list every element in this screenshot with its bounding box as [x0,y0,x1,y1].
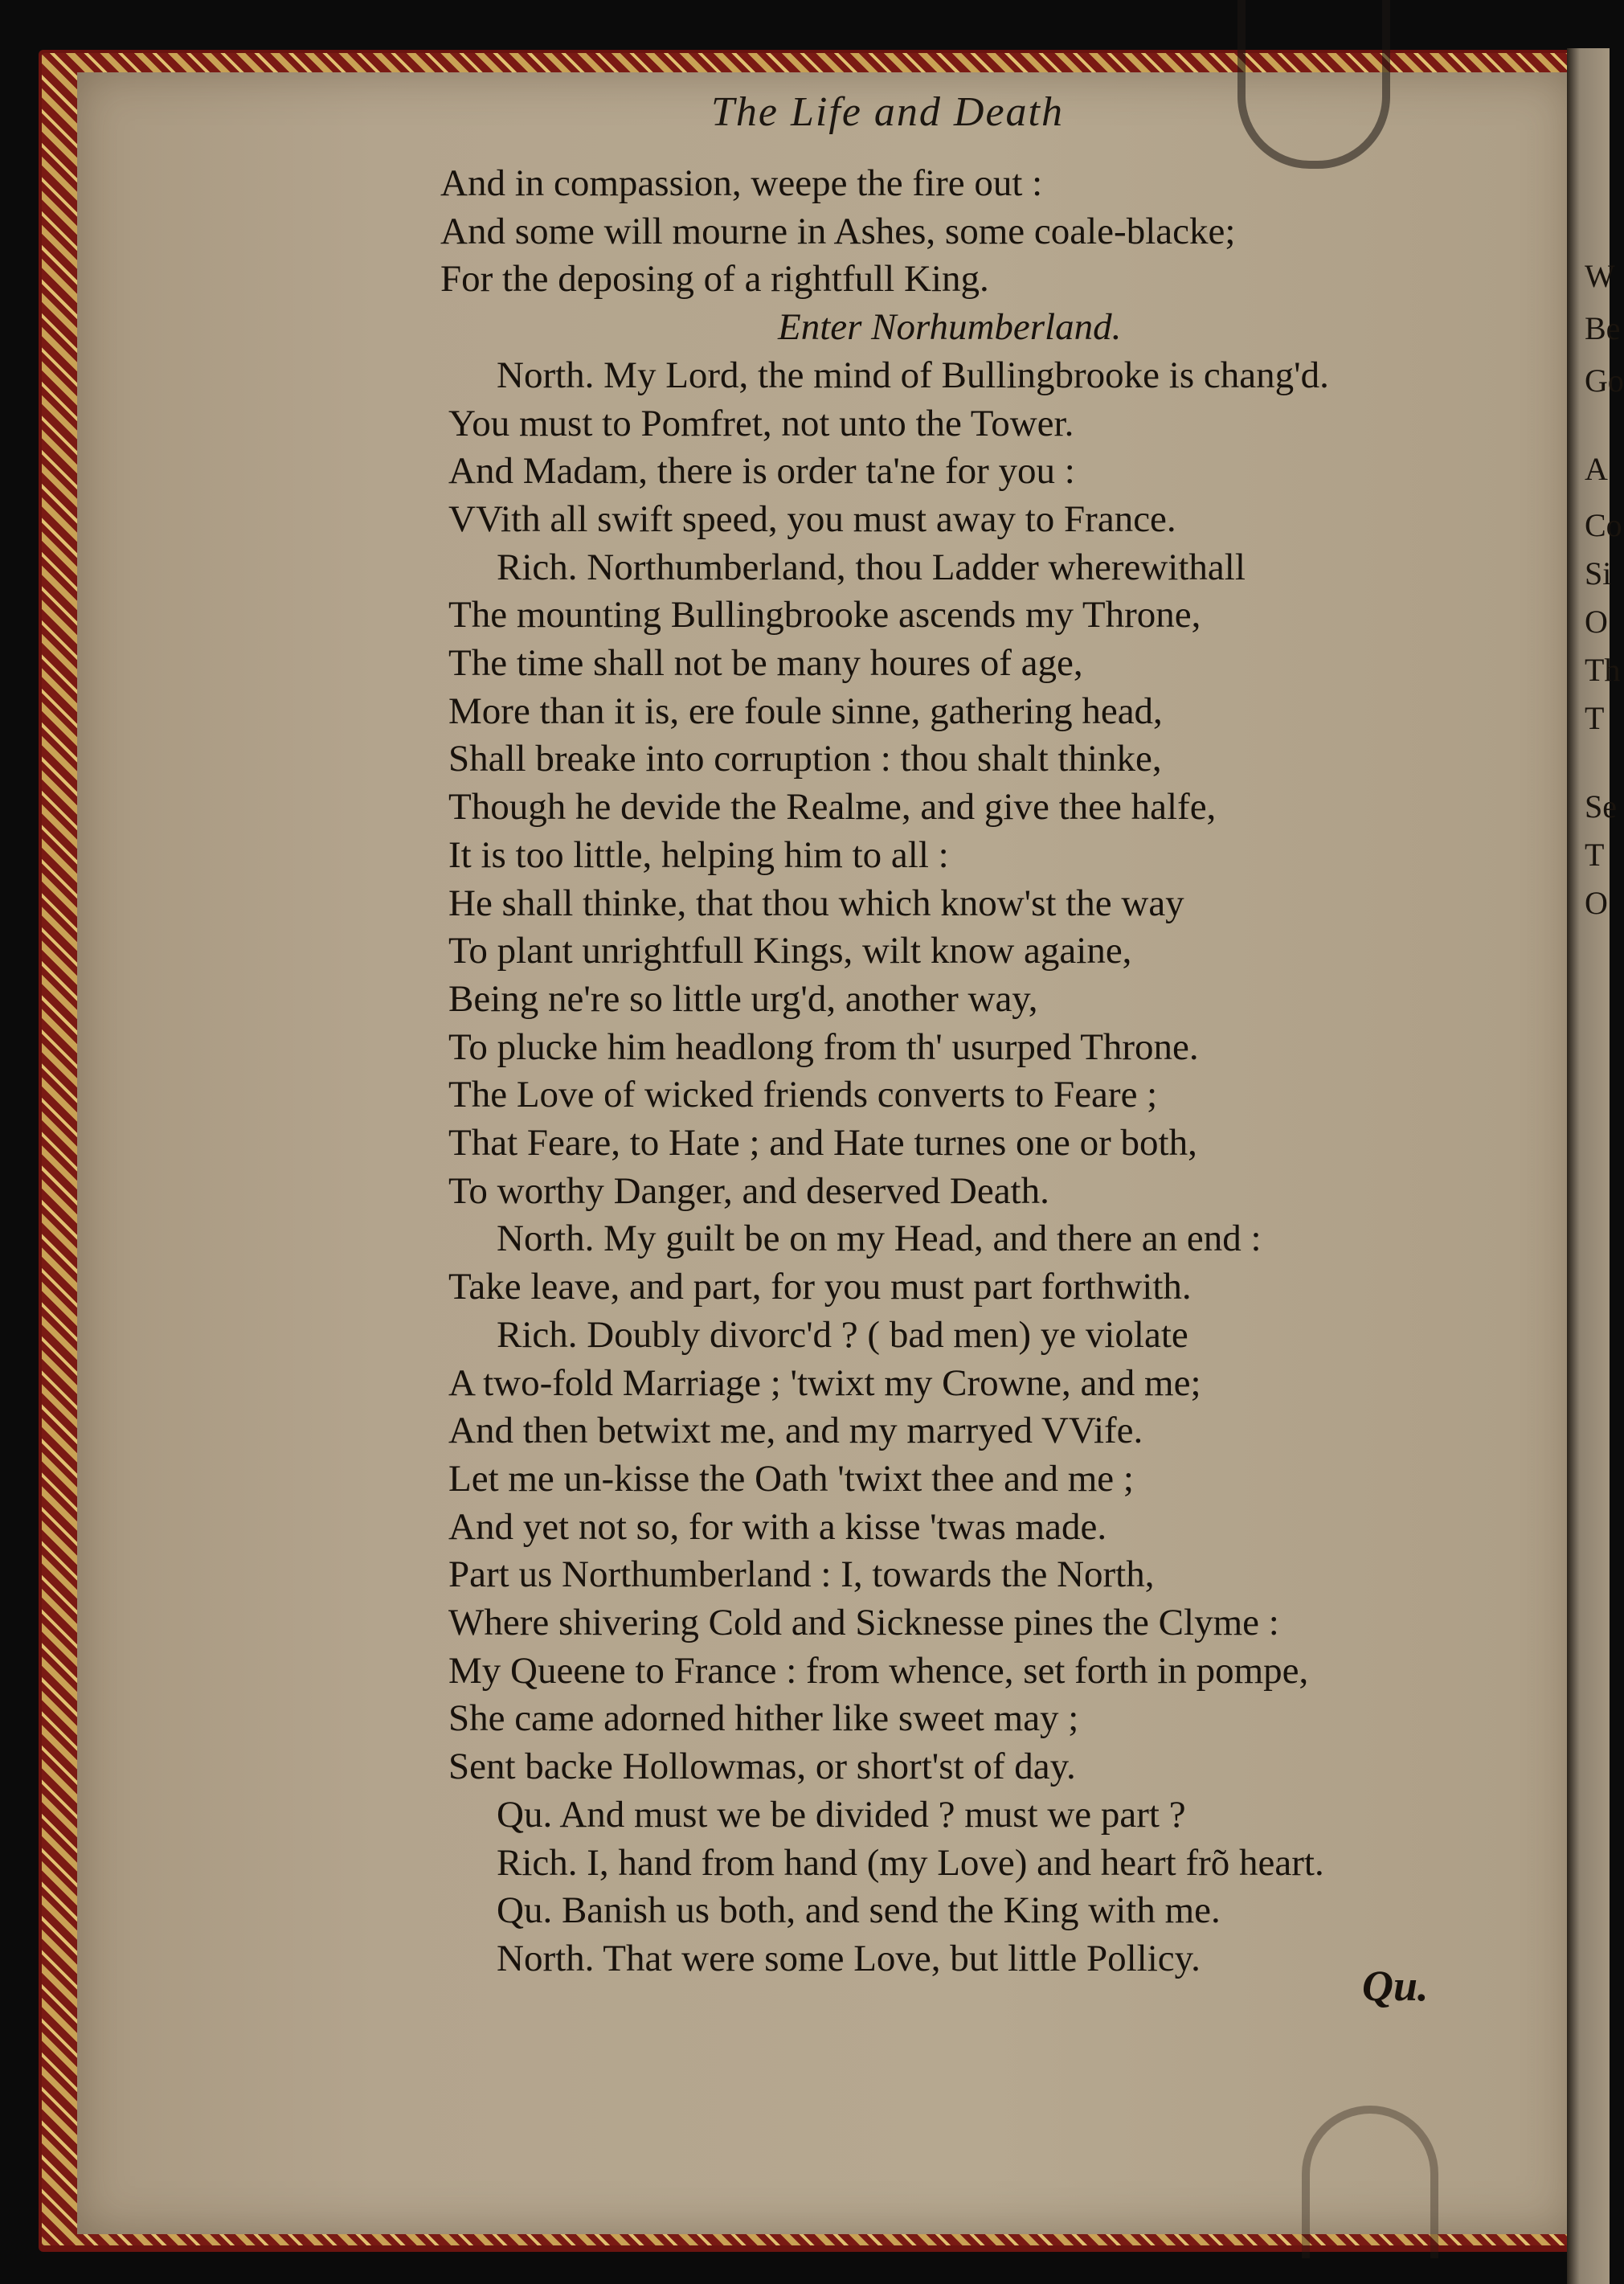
facing-page-fragment: T [1585,837,1605,873]
facing-page-fragment: Be [1585,310,1621,346]
stage-direction: Enter Norhumberland. [778,306,1122,348]
text-line: He shall thinke, that thou which know'st the way [448,882,1184,924]
text-line: And yet not so, for with a kisse 'twas made. [448,1506,1107,1548]
text-line: You must to Pomfret, not unto the Tower. [448,403,1074,444]
facing-page-fragment: Si [1585,555,1612,591]
facing-page-fragment: Go [1585,362,1624,399]
text-line: My Queene to France : from whence, set forth in pompe, [448,1650,1309,1692]
text-line: Rich. Northumberland, thou Ladder wherewithall [497,546,1246,588]
text-line: VVith all swift speed, you must away to France. [448,498,1176,540]
text-line: And then betwixt me, and my marryed VVife. [448,1410,1143,1451]
text-line: To plucke him headlong from th' usurped Throne. [448,1026,1199,1068]
catchword: Qu. [1362,1962,1429,2010]
facing-page-fragment: Th [1585,652,1621,688]
text-line: To worthy Danger, and deserved Death. [448,1170,1049,1212]
text-line: And some will mourne in Ashes, some coale-blacke; [440,211,1236,252]
text-line: Sent backe Hollowmas, or short'st of day. [448,1746,1076,1787]
text-line: A two-fold Marriage ; 'twixt my Crowne, and me; [448,1362,1201,1404]
facing-page-fragment: A [1585,451,1608,487]
text-line: To plant unrightfull Kings, wilt know againe, [448,930,1132,972]
text-line: Qu. And must we be divided ? must we part ? [497,1794,1186,1836]
facing-page-fragment: Co [1585,507,1622,543]
text-line: And in compassion, weepe the fire out : [440,162,1043,204]
facing-page-fragment: Se [1585,788,1617,825]
text-line: North. That were some Love, but little Pollicy. [497,1938,1201,1979]
facing-page-fragment: W [1585,258,1615,294]
facing-page-fragment: O [1585,604,1608,640]
text-line: Part us Northumberland : I, towards the North, [448,1553,1155,1595]
text-line: And Madam, there is order ta'ne for you : [448,450,1075,492]
text-line: Where shivering Cold and Sicknesse pines the Clyme : [448,1602,1279,1643]
text-line: For the deposing of a rightfull King. [440,258,989,300]
text-line: Being ne're so little urg'd, another way, [448,978,1038,1020]
text-line: Though he devide the Realme, and give thee halfe, [448,786,1217,828]
text-line: Rich. I, hand from hand (my Love) and heart frõ heart. [497,1842,1324,1884]
text-line: Take leave, and part, for you must part forthwith. [448,1266,1192,1308]
text-line: North. My Lord, the mind of Bullingbrooke is chang'd. [497,354,1329,396]
text-line: The time shall not be many houres of age, [448,642,1083,684]
text-line: She came adorned hither like sweet may ; [448,1697,1079,1739]
facing-page-fragment: O [1585,885,1608,921]
text-line: Shall breake into corruption : thou shalt thinke, [448,738,1162,780]
text-line: North. My guilt be on my Head, and there an end : [497,1218,1262,1259]
text-line: Let me un-kisse the Oath 'twixt thee and me ; [448,1458,1134,1500]
text-line: The mounting Bullingbrooke ascends my Throne, [448,594,1201,636]
text-line: The Love of wicked friends converts to Feare ; [448,1074,1158,1115]
text-line: It is too little, helping him to all : [448,834,949,876]
facing-page-fragment: T [1585,700,1605,736]
text-line: Qu. Banish us both, and send the King with me. [497,1889,1221,1931]
running-head: The Life and Death [711,89,1064,135]
text-line: More than it is, ere foule sinne, gathering head, [448,690,1163,732]
text-line: Rich. Doubly divorc'd ? ( bad men) ye violate [497,1314,1188,1356]
text-line: That Feare, to Hate ; and Hate turnes one or both, [448,1122,1197,1164]
